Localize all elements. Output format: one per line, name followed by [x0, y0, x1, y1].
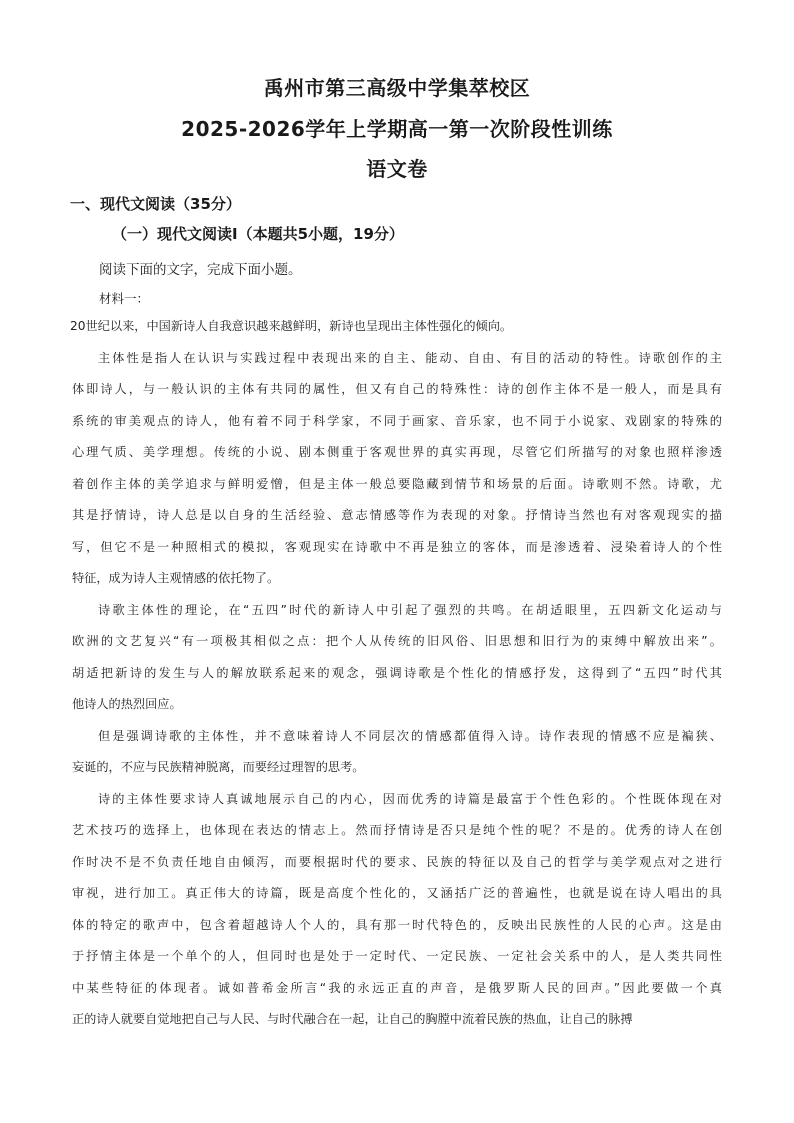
- paragraph-line: 正的诗人就要自觉地把自己与人民、与时代融合在一起，让自己的胸膛中流着民族的热血，让自己的脉搏: [72, 1012, 633, 1026]
- paragraph-line: 作时决不是不负责任地自由倾泻，而要根据时代的要求、民族的特征以及自己的哲学与美学观点对之进行: [72, 854, 722, 869]
- paragraph-line: 体的特定的歌声中，包含着超越诗人个人的，具有那一时代特色的，反映出民族性的人民的心声。这是由: [72, 917, 722, 932]
- section-heading: 一、现代文阅读（35分）: [70, 195, 241, 213]
- paragraph-line: 写，但它不是一种照相式的模拟，客观现实在诗歌中不再是独立的客体，而是渗透着、浸染着诗人的个性: [72, 539, 722, 554]
- paragraph-line: 妄诞的，不应与民族精神脱离，而要经过理智的思考。: [72, 760, 365, 774]
- article-paragraph: [72, 721, 722, 784]
- paragraph-line: 20世纪以来，中国新诗人自我意识越来越鲜明，新诗也呈现出主体性强化的倾向。: [70, 319, 513, 333]
- paragraph-line: 心理气质、美学理想。传统的小说、剧本侧重于客观世界的真实再现，尽管它们所描写的对象也照样渗透: [72, 445, 722, 459]
- paragraph-line: 其是抒情诗，诗人总是以自身的生活经验、意志情感等作为表现的对象。抒情诗当然也有对客观现实的描: [72, 508, 722, 522]
- paragraph-line: 诗歌主体性的理论，在“五四”时代的新诗人中引起了强烈的共鸣。在胡适眼里，五四新文化运动与: [98, 602, 722, 617]
- paragraph-line: 于抒情主体是一个单个的人，但同时也是处于一定时代、一定民族、一定社会关系中的人，是人类共同性: [72, 949, 722, 963]
- article-paragraph: [72, 595, 722, 721]
- paragraph-line: 着创作主体的美学追求与鲜明爱憎，但是主体一般总要隐藏到情节和场景的后面。诗歌则不然。诗歌，尤: [72, 476, 722, 491]
- paragraph-line: 但是强调诗歌的主体性，并不意味着诗人不同层次的情感都值得入诗。诗作表现的情感不应是褊狭、: [98, 728, 722, 743]
- article-paragraph: [72, 784, 722, 1036]
- paragraph-line: 胡适把新诗的发生与人的解放联系起来的观念，强调诗歌是个性化的情感抒发，这得到了“五四”时代其: [72, 665, 722, 680]
- school-title: 禹州市第三高级中学集萃校区: [263, 76, 531, 100]
- exam-title: 2025-2026学年上学期高一第一次阶段性训练: [181, 117, 613, 141]
- paper-title: 语文卷: [366, 157, 428, 181]
- article-body: [72, 311, 722, 1036]
- paragraph-line: 诗的主体性要求诗人真诚地展示自己的内心，因而优秀的诗篇是最富于个性色彩的。个性既体现在对: [98, 791, 722, 806]
- paragraph-line: 体即诗人，与一般认识的主体有共同的属性，但又有自己的特殊性：诗的创作主体不是一般人，而是具有: [72, 382, 722, 396]
- paragraph-line: 主体性是指人在认识与实践过程中表现出来的自主、能动、自由、有目的活动的特性。诗歌创作的主: [98, 350, 722, 365]
- paragraph-line: 审视，进行加工。真正伟大的诗篇，既是高度个性化的，又涵括广泛的普遍性，也就是说在诗人唱出的具: [72, 886, 722, 900]
- paragraph-line: 欧洲的文艺复兴“有一项极其相似之点：把个人从传统的旧风俗、旧思想和旧行为的束缚中解放出来”。: [72, 634, 722, 648]
- paragraph-line: 特征，成为诗人主观情感的依托物了。: [72, 571, 280, 585]
- article-paragraph: [72, 311, 722, 343]
- paragraph-line: 艺术技巧的选择上，也体现在表达的情志上。然而抒情诗是否只是纯个性的呢？不是的。优秀的诗人在创: [72, 823, 722, 837]
- paragraph-line: 系统的审美观点的诗人，他有着不同于科学家，不同于画家、音乐家，也不同于小说家、戏剧家的特殊的: [72, 413, 722, 428]
- paragraph-line: 他诗人的热烈回应。: [72, 697, 182, 711]
- material-label: 材料一：: [99, 291, 150, 306]
- subsection-heading: （一）现代文阅读Ⅰ（本题共5小题，19分）: [112, 225, 404, 243]
- article-paragraph: [72, 343, 722, 595]
- reading-instruction: 阅读下面的文字，完成下面小题。: [99, 262, 302, 278]
- paragraph-line: 中某些特征的体现者。诚如普希金所言“我的永远正直的声音，是俄罗斯人民的回声。”因此要做一个真: [72, 980, 722, 995]
